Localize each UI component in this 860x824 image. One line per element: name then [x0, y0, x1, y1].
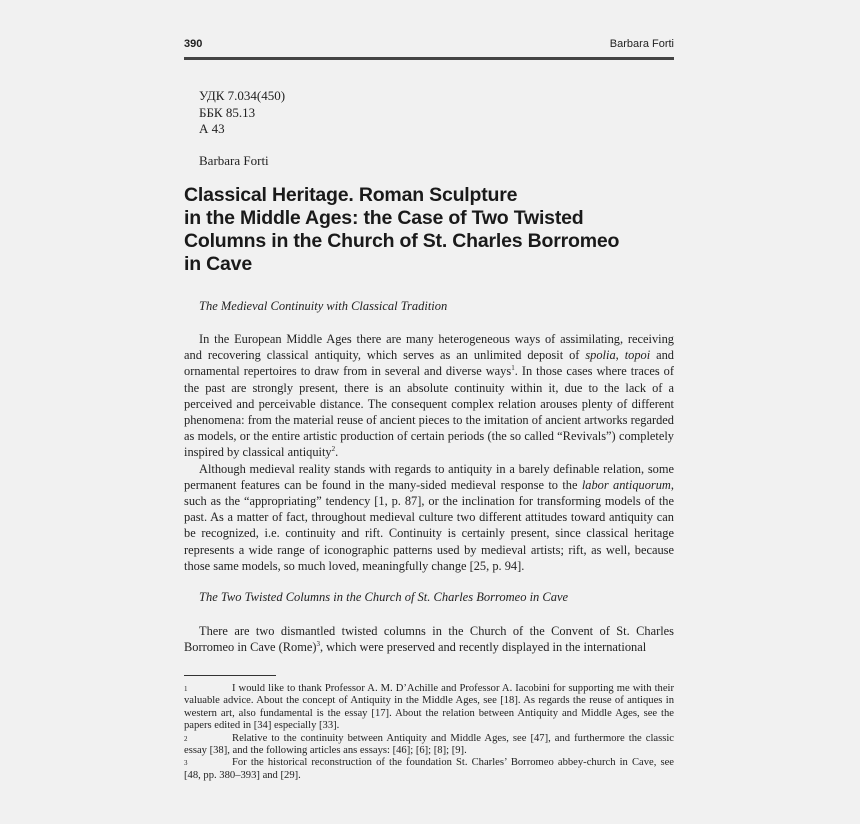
page-number: 390	[184, 38, 203, 50]
footnote-mark: 1	[184, 685, 188, 693]
title-line: Columns in the Church of St. Charles Borromeo	[184, 230, 620, 252]
section1-body	[184, 331, 674, 574]
section-heading-twisted-columns: The Two Twisted Columns in the Church of St. Charles Borromeo in Cave	[199, 590, 569, 604]
udk-code: УДК 7.034(450)	[199, 88, 286, 103]
title-line: Classical Heritage. Roman Sculpture	[184, 184, 518, 206]
footnote-mark: 2	[184, 734, 188, 743]
footnotes	[184, 683, 674, 782]
paragraph: In the European Middle Ages there are many heterogeneous ways of assimilating, receiving and recovering classical antiquity, which serves as an unlimited deposit of spolia, topoi and ornamental repertoires to draw from in several and diverse ways$^1$. In those cases where traces of the past are strongly present, there is an absolute continuity within it, due to the lack of a perceived and perceivable distance. The consequent complex relation arouses plenty of different phenomena: from the material reuse of ancient pieces to the imitation of ancient artworks regarded as models, or the entire artistic production of certain periods (the so called “Revivals”) completely inspired by classical antiquity$^2$.	[184, 332, 674, 460]
bbk-code: ББК 85.13	[199, 104, 256, 120]
footnote-ref[interactable]: 1	[511, 364, 515, 373]
footnote-mark: 3	[184, 759, 188, 768]
running-author: Barbara Forti	[609, 38, 674, 50]
article-title	[184, 184, 674, 276]
footnote: 1 I would like to thank Professor A. M. D’Achille and Professor A. Iacobini for supporting me with their valuable advice. About the concept of Antiquity in the Middle Ages, see [18]. As regards the reuse of antiques in western art, also fundamental is the essay [17]. About the relation between Antiquity and Middle Ages, see the papers edited in [34] especially [33].	[184, 683, 674, 732]
classification-codes	[199, 88, 689, 138]
section-heading-medieval-continuity: The Medieval Continuity with Classical Tradition	[199, 299, 448, 313]
paragraph: There are two dismantled twisted columns in the Church of the Convent of St. Charles Borromeo in Cave (Rome)$^3$, which were preserved and recently displayed in the international	[184, 624, 674, 655]
author-code: А 43	[199, 121, 225, 136]
header-rule	[184, 57, 674, 60]
running-header	[184, 38, 674, 50]
footnote-ref[interactable]: 2	[331, 445, 336, 454]
author-name: Barbara Forti	[199, 153, 269, 168]
footnote-rule	[184, 675, 276, 676]
section2-body	[184, 623, 674, 655]
footnote: 3 For the historical reconstruction of the foundation St. Charles’ Borromeo abbey-church in Cave, see [48, pp. 380–393] and [29].	[184, 757, 674, 781]
footnote-ref[interactable]: 3	[316, 640, 320, 649]
title-line: in the Middle Ages: the Case of Two Twisted	[184, 207, 584, 229]
title-line: in Cave	[184, 253, 252, 275]
footnote: 2 Relative to the continuity between Antiquity and Middle Ages, see [47], and furthermore the classic essay [38], and the following articles ans essays: [46]; [6]; [8]; [9].	[184, 732, 674, 757]
paragraph: Although medieval reality stands with regards to antiquity in a barely definable relation, some permanent features can be found in the many-sided medieval response to the labor antiquorum, such as the “appropriating” tendency [1, p. 87], or the inclination for transforming models of the past. As a matter of fact, throughout medieval culture two different attitudes toward antiquity can be recognized, i.e. continuity and rift. Continuity is certainly present, since classical heritage represents a wide range of iconographic patterns used by medieval artists; rift, as well, because those same models, so much loved, meaningfully change [25, p. 94].	[184, 461, 674, 573]
